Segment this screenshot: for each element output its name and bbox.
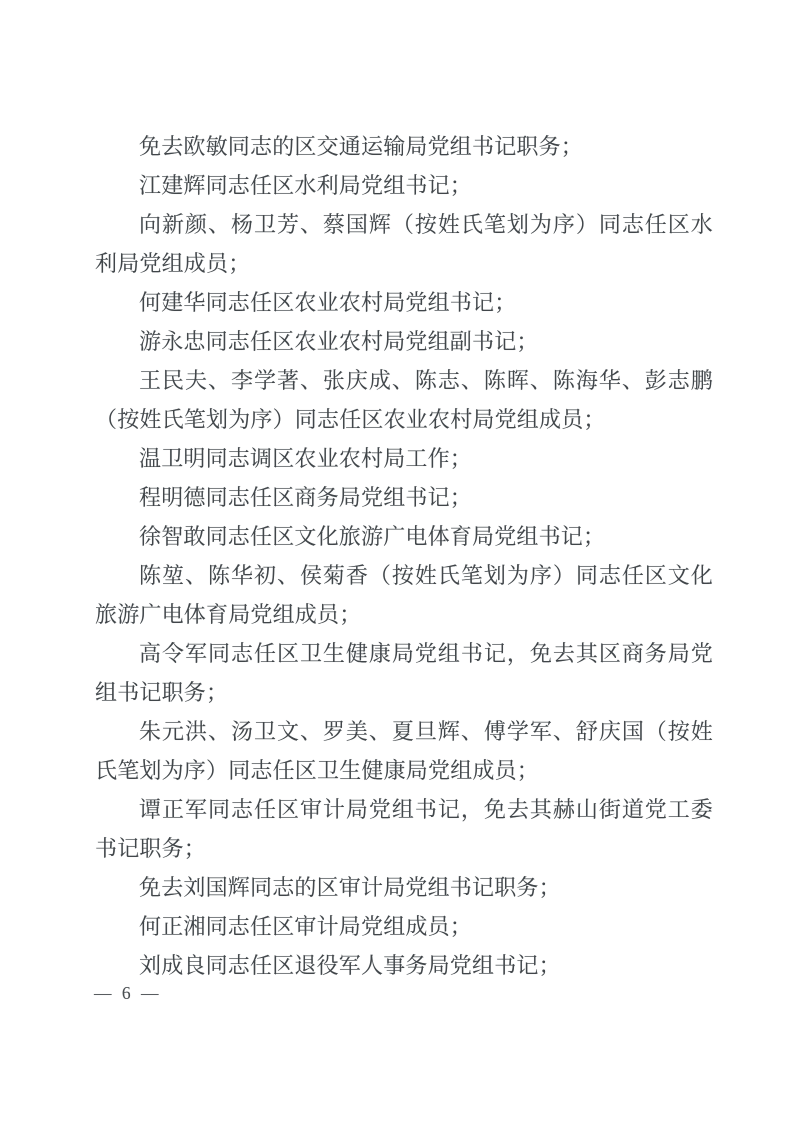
- document-paragraph: 免去刘国辉同志的区审计局党组书记职务；: [139, 875, 561, 900]
- document-paragraph: 向新颜、杨卫芳、蔡国辉（按姓氏笔划为序）同志任区水利局党组成员；: [95, 212, 713, 276]
- document-paragraph: 朱元洪、汤卫文、罗美、夏旦辉、傅学军、舒庆国（按姓氏笔划为序）同志任区卫生健康局党组成员；: [95, 719, 713, 783]
- page-number: — 6 —: [94, 983, 162, 1003]
- document-paragraph: 徐智敢同志任区文化旅游广电体育局党组书记；: [139, 524, 606, 549]
- document-paragraph: 陈堃、陈华初、侯菊香（按姓氏笔划为序）同志任区文化旅游广电体育局党组成员；: [95, 563, 713, 627]
- document-paragraph: 谭正军同志任区审计局党组书记，免去其赫山街道党工委书记职务；: [95, 797, 713, 861]
- document-paragraph: 何正湘同志任区审计局党组成员；: [139, 914, 473, 939]
- document-paragraph: 江建辉同志任区水利局党组书记；: [139, 173, 473, 198]
- document-paragraph: 刘成良同志任区退役军人事务局党组书记；: [139, 953, 561, 978]
- document-paragraph: 免去欧敏同志的区交通运输局党组书记职务；: [139, 134, 584, 159]
- document-paragraph: 温卫明同志调区农业农村局工作；: [139, 446, 473, 471]
- document-paragraph: 程明德同志任区商务局党组书记；: [139, 485, 473, 510]
- document-paragraph: 游永忠同志任区农业农村局党组副书记；: [139, 329, 539, 354]
- document-body: [95, 127, 713, 985]
- document-paragraph: 何建华同志任区农业农村局党组书记；: [139, 290, 517, 315]
- document-paragraph: 王民夫、李学著、张庆成、陈志、陈晖、陈海华、彭志鹏（按姓氏笔划为序）同志任区农业农村局党组成员；: [95, 368, 713, 432]
- document-paragraph: 高令军同志任区卫生健康局党组书记，免去其区商务局党组书记职务；: [95, 641, 713, 705]
